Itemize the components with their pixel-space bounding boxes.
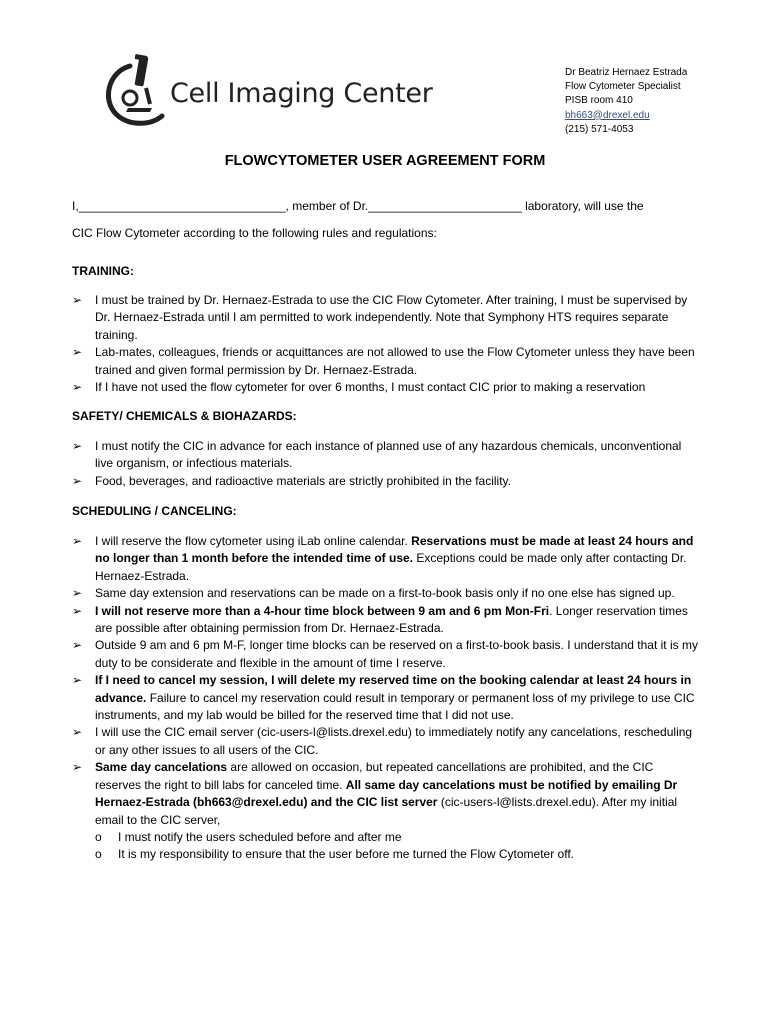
section-heading-training: TRAINING: [72, 264, 134, 278]
arrow-bullet-icon: ➢ [72, 586, 83, 601]
safety-list [72, 438, 700, 490]
sub-list-item: o I must notify the users scheduled before and after me [95, 829, 700, 846]
intro-line-2: CIC Flow Cytometer according to the following rules and regulations: [72, 226, 437, 240]
list-item: ➢ I will reserve the flow cytometer using iLab online calendar. Reservations must be made at least 24 hours and no longer than 1 month before the intended time of use. Exceptions could be made only after contacting Dr. Hernaez-Estrada. [72, 534, 694, 583]
training-list [72, 292, 700, 396]
list-item: ➢ Food, beverages, and radioactive materials are strictly prohibited in the facility. [72, 473, 700, 490]
arrow-bullet-icon: ➢ [72, 760, 83, 775]
list-item: ➢ Same day cancelations are allowed on occasion, but repeated cancellations are prohibited, and the CIC reserves the right to bill labs for canceled time. All same day cancelations must be notified by emailing Dr Hernaez-Estrada (bh663@drexel.edu) and the CIC list server (cic-users-l@lists.drexel.edu). After my initial email to the CIC server, o I must notify the users scheduled before and after me o It is my responsibility to ensure that the user before me turned the Flow Cytometer off. [72, 759, 700, 863]
list-item: ➢ If I have not used the flow cytometer for over 6 months, I must contact CIC prior to making a reservation [72, 379, 700, 396]
sub-list-item: o It is my responsibility to ensure that the user before me turned the Flow Cytometer off. [95, 846, 700, 863]
arrow-bullet-icon: ➢ [72, 673, 83, 688]
scheduling-sub-list [95, 829, 700, 864]
contact-room: PISB room 410 [565, 95, 633, 107]
list-item: ➢ Outside 9 am and 6 pm M-F, longer time blocks can be reserved on a first-to-book basis. I understand that it is my duty to be considerate and flexible in the amount of time I reserve. [72, 638, 698, 670]
contact-name: Dr Beatriz Hernaez Estrada [565, 67, 688, 78]
list-item: ➢ If I need to cancel my session, I will delete my reserved time on the booking calendar at least 24 hours in advance. Failure to cancel my reservation could result in temporary or permanent loss of my privilege to use CIC instruments, and my lab would be billed for the reserved time that I did not use. [72, 673, 695, 723]
list-item: ➢ I will not reserve more than a 4-hour time block between 9 am and 6 pm Mon-Fri. Longer reservation times are possible after obtaining permission from Dr. Hernaez-Estrada. [72, 603, 688, 636]
arrow-bullet-icon: ➢ [72, 638, 83, 653]
arrow-bullet-icon: ➢ [72, 473, 83, 488]
arrow-bullet-icon: ➢ [72, 603, 83, 618]
arrow-bullet-icon: ➢ [72, 293, 83, 307]
list-item: ➢ Lab-mates, colleagues, friends or acquittances are not allowed to use the Flow Cytometer unless they have been trained and given formal permission by Dr. Hernaez-Estrada. [72, 345, 695, 377]
arrow-bullet-icon: ➢ [72, 380, 83, 395]
arrow-bullet-icon: ➢ [72, 534, 83, 548]
section-heading-scheduling: SCHEDULING / CANCELING: [72, 504, 237, 518]
circle-bullet-icon: o [95, 829, 102, 844]
arrow-bullet-icon: ➢ [72, 439, 83, 453]
list-item: ➢ Same day extension and reservations can be made on a first-to-book basis only if no one else has signed up. [72, 585, 700, 602]
microscope-logo-icon [100, 52, 170, 132]
logo-text: Cell Imaging Center [170, 78, 433, 109]
circle-bullet-icon: o [95, 847, 102, 862]
list-item: ➢ I will use the CIC email server (cic-users-l@lists.drexel.edu) to immediately notify any cancelations, rescheduling or any other issues to all users of the CIC. [72, 725, 693, 757]
section-heading-safety: SAFETY/ CHEMICALS & BIOHAZARDS: [72, 409, 297, 423]
list-item: ➢ I must be trained by Dr. Hernaez-Estrada to use the CIC Flow Cytometer. After training, I must be supervised by Dr. Hernaez-Estrada until I am permitted to work independently. Note that Symphony HTS requires separate training. [72, 293, 688, 342]
intro-line-1: I,_______________________________, member of Dr._______________________ laboratory, will use the [72, 199, 644, 213]
contact-block [565, 66, 687, 137]
form-title: FLOWCYTOMETER USER AGREEMENT FORM [224, 153, 546, 169]
arrow-bullet-icon: ➢ [72, 345, 83, 360]
list-item: ➢ I must notify the CIC in advance for each instance of planned use of any hazardous chemicals, unconventional live organism, or infectious materials. [72, 439, 682, 471]
arrow-bullet-icon: ➢ [72, 725, 83, 740]
scheduling-list [72, 533, 700, 864]
contact-email-link[interactable]: bh663@drexel.edu [565, 109, 650, 121]
contact-role: Flow Cytometer Specialist [565, 81, 681, 93]
contact-phone: (215) 571-4053 [565, 123, 634, 135]
cic-logo [100, 52, 433, 132]
